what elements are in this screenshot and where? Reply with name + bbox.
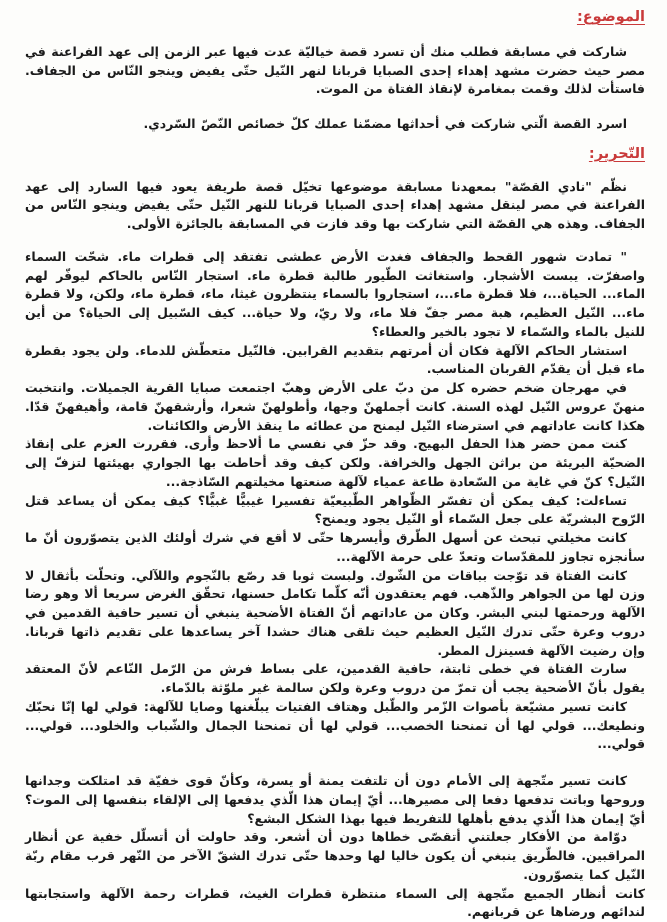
story-paragraph-narrator-resolve: كنت ممن حضر هذا الحفل البهيج. وقد حزّ في نفسي ما ألاحظ وأرى. فقررت العزم على إنقاذ الضحيّة البريئة من براثن الجهل والخرافة. ولكن كيف وقد أحاطت بها الجواري بهيئتها لتزفّ إلى النّيل؟ كنّ في غاية من السّعادة طاعة عمياء لآلهة صنعتها مخيلتهم السّاذجة... [25, 435, 645, 491]
story-paragraph-festival: في مهرجان ضخم حضره كل من دبّ على الأرض وهبّ اجتمعت صبايا القرية الجميلات. وانتخبت منهنّ عروس النّيل لهذه السنة. كانت أجملهنّ وجها، وأطولهنّ شعرا، وأرشقهنّ قامة، وأهيفهنّ قدّا. هكذا كانت عاداتهم في استرضاء النّيل ليمنح من عطائه ما ينقذ الأرض والكائنات. [25, 379, 645, 435]
story-paragraph-her-fate: كانت تسير متّجهة إلى الأمام دون أن تلتفت يمنة أو يسرة، وكأنّ قوى خفيّة قد امتلكت وجدانها وروحها وباتت تدفعها دفعا إلى مصيرها... أيّ إيمان هذا الّذي يدفعها إلى الإلقاء بنفسها إلى الموت؟ أيّ إيمان هذا الّذي يدفع بأهلها للتفريط فيها بهذا الشكل البشع؟ [25, 772, 645, 828]
topic-section-heading: الموضوع: [25, 7, 645, 29]
story-paragraph-drought: " تمادت شهور القحط والجفاف فغدت الأرض عطشى تفتقد إلى قطرات ماء. شحّت السماء واصفرّت. يبست الأشجار. واستغاثت الطّيور طالبة قطرة ماء. استجار النّاس بالحاكم ليوفّر لهم الماء... الحياة...، فلا قطرة ماء...، استجاروا بالسماء ينتظرون غيثا، ماء، قطرة ماء، ولكن، ولا قطرة ماء... النّيل العظيم، هبة مصر جفّ فلا ماء، ولا ريّ، ولا حياة... كيف السّبيل إلى الحياة؟ من أين للنيل بالماء والسّماء لا تجود بالخير والعطاء؟ [25, 248, 645, 342]
story-paragraph-procession-chants: كانت تسير مشيّعة بأصوات الزّمر والطّبل وهتاف الفتيات يبلّغنها وصايا للآلهة: قولي لها إنّا نحبّك ونطيعك... قولي لها أن تمنحنا الخصب... قولي لها أن تمنحنا الجمال والشّباب والخلود... قولي... قولي... [25, 698, 645, 754]
tahrir-paragraph-intro: نظّم "نادي القصّة" بمعهدنا مسابقة موضوعها تخيّل قصة طريفة يعود فيها السارد إلى عهد الفراعنة في مصر لينقل مشهد إهداء إحدى الصبايا قربانا للنهر النّيل حتّى يفيض وينجو النّاس من الجفاف. وهذه هي القصّة التي شاركت بها وقد فازت في المسابقة بالجائزة الأولى. [25, 178, 645, 234]
story-paragraph-ruler-consults-gods: استشار الحاكم الآلهة فكان أن أمرتهم بتقديم القرابين. فالنّيل متعطّش للدماء. ولن يجود بقطرة ماء قبل أن يقدّم القربان المناسب. [25, 342, 645, 380]
story-paragraph-planning: كانت مخيلتي تبحث عن أسهل الطّرق وأيسرها حتّى لا أقع في شرك أولئك الذين يتصوّرون أنّ ما سأنجزه تجاوز للمقدّسات وتعدّ على حرمة الآلهة... [25, 529, 645, 567]
story-paragraph-following-her: دوّامة من الأفكار جعلتني أتقصّى خطاها دون أن أشعر. وقد حاولت أن أتسلّل خفية عن أنظار المراقبين. فالطّريق ينبغي أن يكون خاليا لها وحدها حتّى تدرك الشقّ الآخر من النّهر قرب مقام ربّة النّيل كما يتصوّرون. [25, 828, 645, 884]
story-paragraph-awaiting-rain: كانت أنظار الجميع متّجهة إلى السماء منتظرة قطرات الغيث، قطرات رحمة الآلهة واستجابتها لندائهم ورضاها عن قربانهم. [25, 885, 645, 922]
story-paragraph-questioning: تساءلت: كيف يمكن أن تفسّر الظّواهر الطّبيعيّة تفسيرا غيبيًّا غبيًّا؟ كيف يمكن أن يساعد قتل الرّوح البشريّة على جعل السّماء أو النّيل يجود ويمنح؟ [25, 492, 645, 530]
topic-paragraph-2: اسرد القصة الّتي شاركت في أحداثها مضمّنا عملك كلّ خصائص النّصّ السّردي. [25, 115, 645, 134]
story-paragraph-girl-adorned: كانت الفتاة قد توّجت بباقات من الشّوك. ولبست ثوبا قد رصّع بالنّجوم واللآلي. وتحلّت بأثقال لا وزن لها من الجواهر والذّهب. فهم يعتقدون أنّه كلّما تكامل حسنها، تحقّق الغرض سريعا ألا وهو رضا الآلهة ورحمتها لبني البشر. وكان من عاداتهم أنّ الفتاة الأضحية ينبغي أن تسير حافية القدمين في دروب وعرة حتّى تدرك النّيل العظيم حيث تلقى هناك حشدا آخر يساعدها على تقديم ذاتها قربانا. وإن رضيت الآلهة فسينزل المطر. [25, 567, 645, 661]
story-paragraph-girl-walking: سارت الفتاة في خطى ثابتة، حافية القدمين، على بساط فرش من الرّمل النّاعم لأنّ المعتقد يقول بأنّ الأضحية يجب أن تمرّ من دروب وعرة ولكن سالمة غير ملوّثة بالدّماء. [25, 660, 645, 698]
tahrir-section-heading: التّحرير: [25, 144, 645, 166]
topic-paragraph-1: شاركت في مسابقة فطلب منك أن تسرد قصة خياليّة عدت فيها عبر الزمن إلى عهد الفراعنة في مصر حيث حضرت مشهد إهداء إحدى الصبايا قربانا لنهر النّيل حتّى يفيض وينجو النّاس من الجفاف. فاستأت لذلك وقمت بمغامرة لإنقاذ الفتاة من الموت. [25, 43, 645, 99]
